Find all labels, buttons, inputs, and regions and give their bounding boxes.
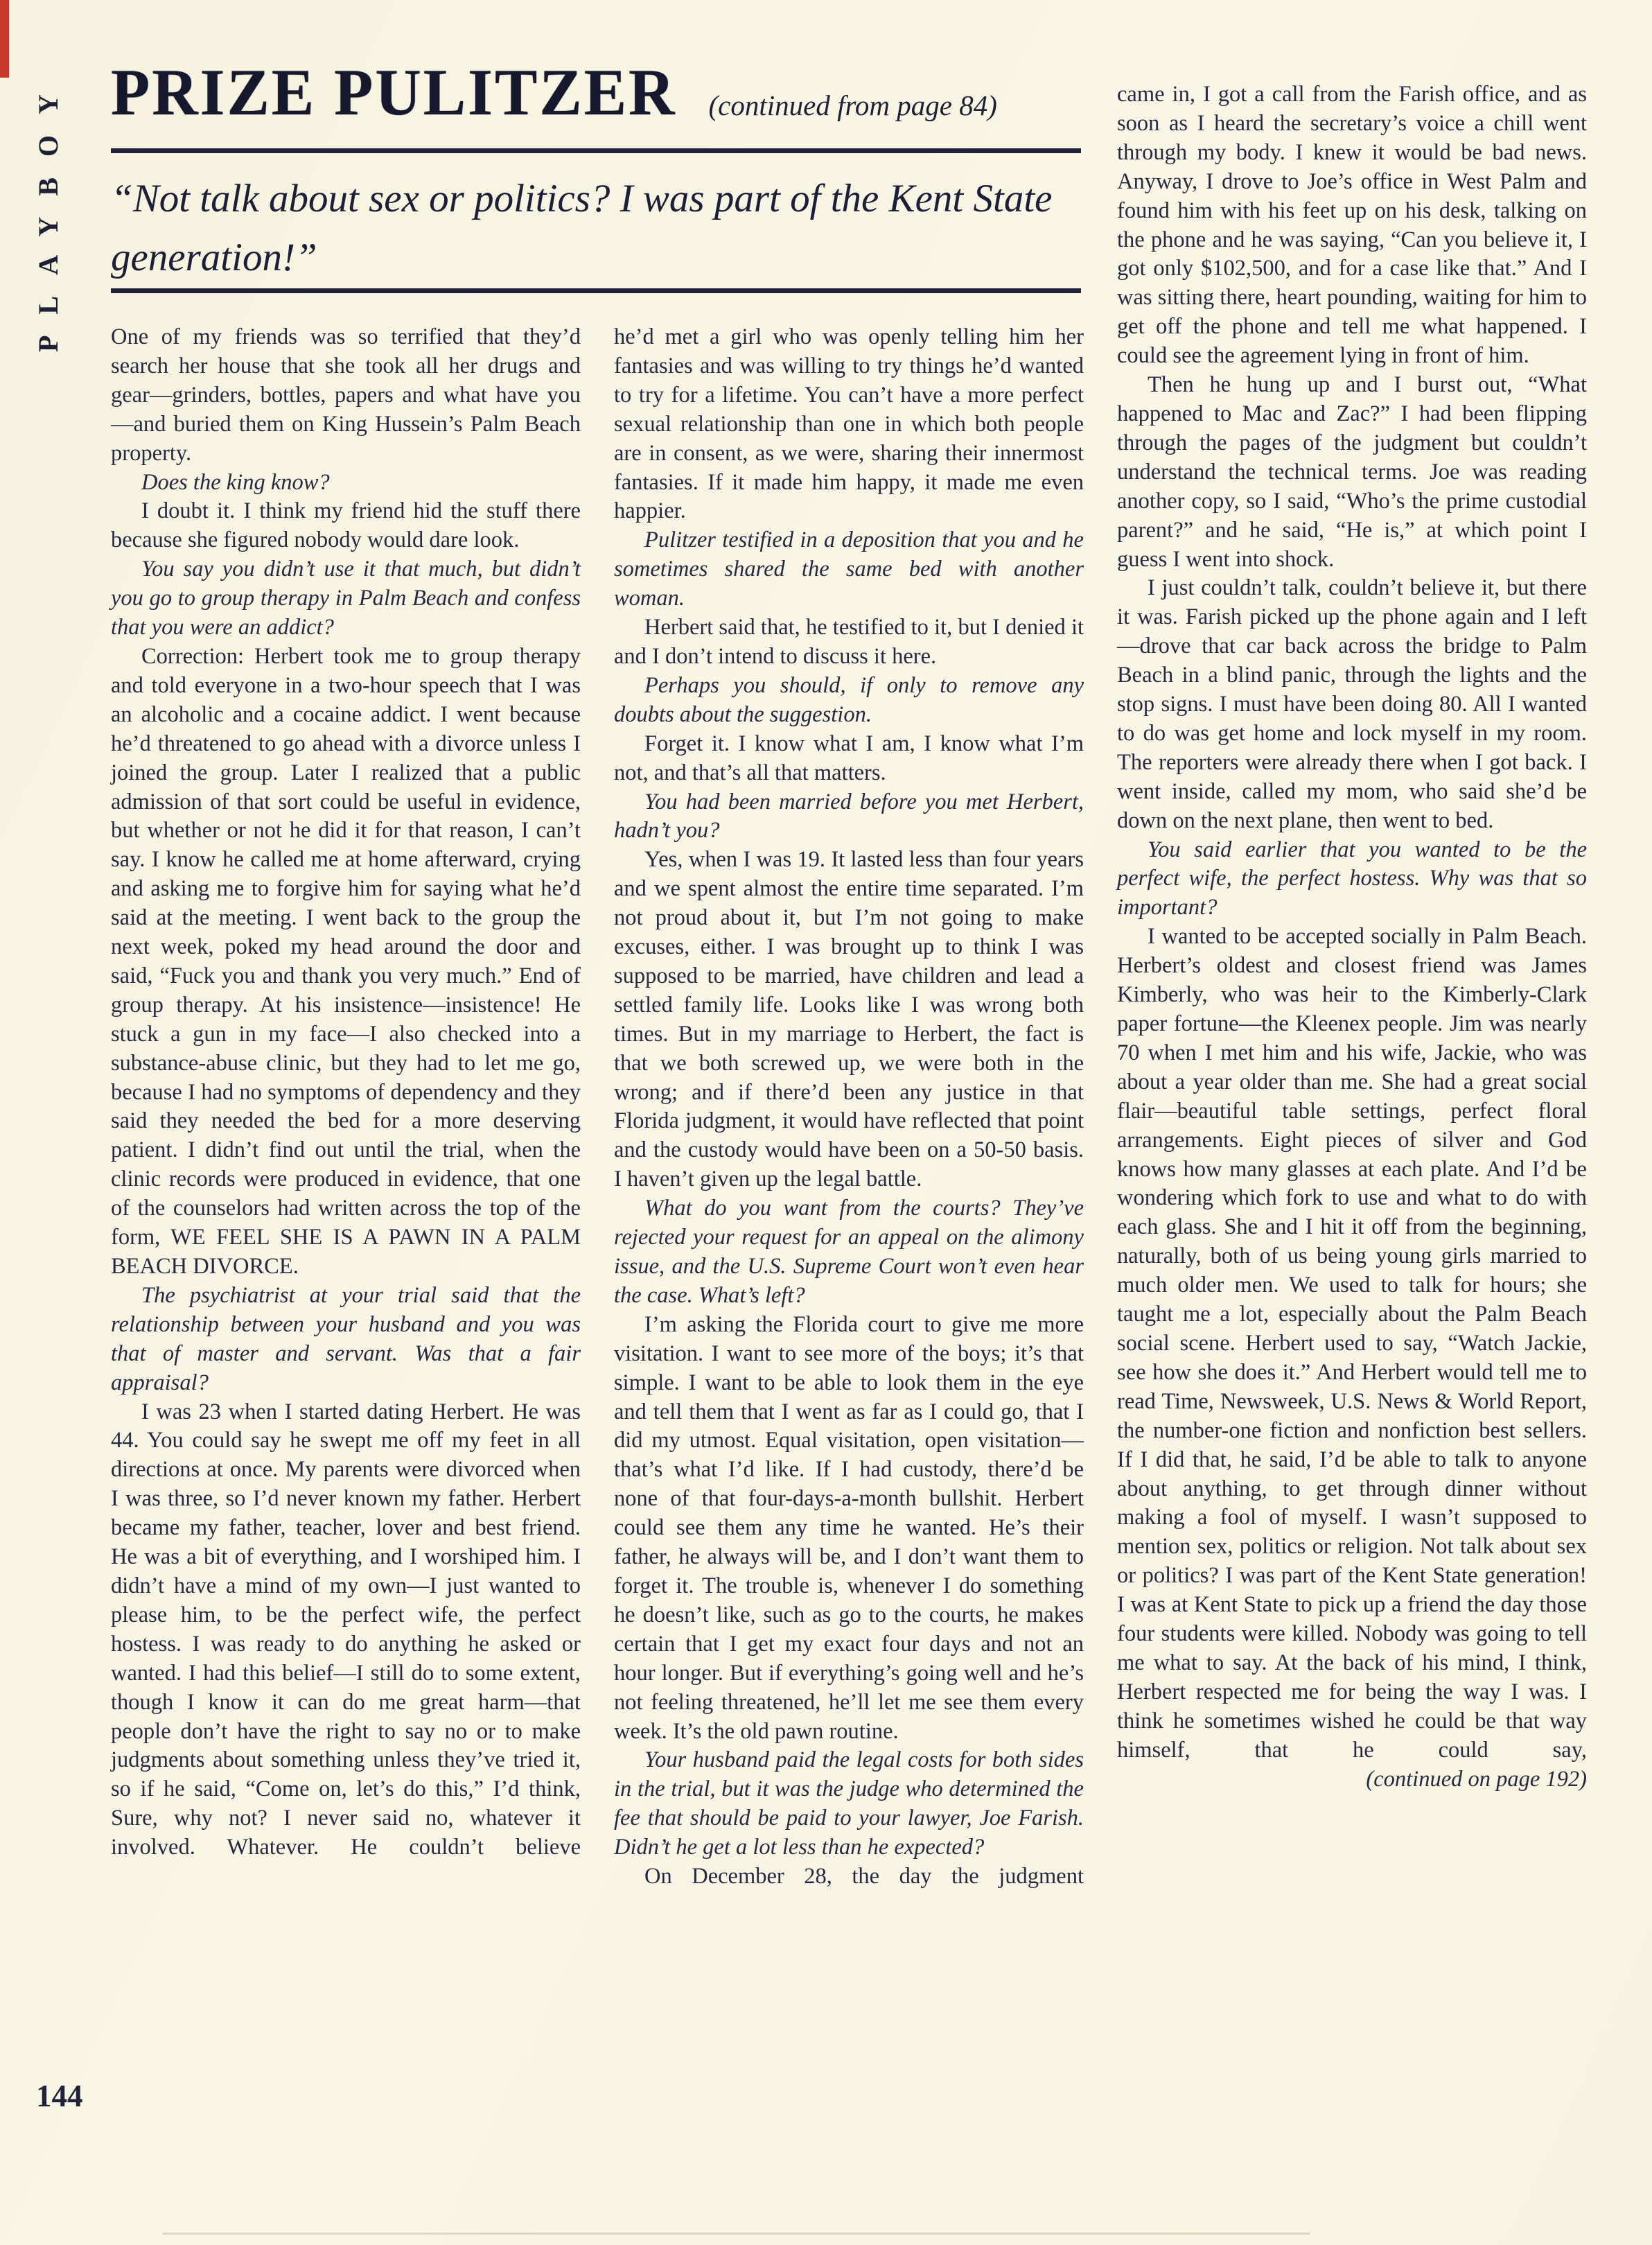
interview-question: You had been married before you met Herbert, hadn’t you? [614, 789, 1084, 844]
interview-question: Perhaps you should, if only to remove any doubts about the suggestion. [614, 672, 1084, 727]
paragraph: Forget it. I know what I am, I know what I’m not, and that’s all that matters. [614, 731, 1084, 785]
page-scan-line [163, 2233, 1310, 2235]
paragraph: One of my friends was so terrified that they’d search her house that she took all her drugs and gear—grinders, bottles, papers and what have you—and buried them on King Hussein’s Palm Beach property. [111, 324, 581, 466]
divider-rule-bottom [111, 288, 1081, 293]
paragraph: I was 23 when I started dating Herbert. He was 44. You could say he swept me off my feet in all directions at once. My parents were divorced when I was three, so I’d never known my father. Herbert became my father, teacher, lover and best friend. He was a bit of everything, and I worshiped him. I didn’t have a mind of my own—I just wanted to please him, to be the perfect wife, the perfect hostess. I was ready to do anything he asked or wanted. I had this belief—I still do to some extent, though I know it can do me great harm—that people don’t have the right to say no or to make judgments about something unless they’ve tried it, so if he said, “Come on, let’s do this,” I’d think, Sure, why not? I never said no, whatever it involved. Whatever. He couldn’t believe [111, 1399, 581, 1860]
paragraph: Yes, when I was 19. It lasted less than four years and we spent almost the entire time separated. I’m not proud about it, but I’m not going to make excuses, either. I was brought up to think I was supposed to be married, have children and lead a settled family life. Looks like I was wrong both times. But in my marriage to Herbert, the fact is that we both screwed up, we were both in the wrong; and if there’d been any justice in that Florida judgment, it would have reflected that point and the custody would have been on a 50-50 basis. I haven’t given up the legal battle. [614, 847, 1084, 1192]
paragraph: I just couldn’t talk, couldn’t believe it, but there it was. Farish picked up the phone again and I left—drove that car back across the bridge to Palm Beach in a blind panic, through the lights and the stop signs. I must have been doing 80. All I wanted to do was get home and lock myself in my room. The reporters were already there when I got back. I went inside, called my mom, who said she’d be down on the next plane, then went to bed. [1117, 575, 1587, 833]
interview-question: You said earlier that you wanted to be the perfect wife, the perfect hostess. Why was that so important? [1117, 837, 1587, 920]
interview-question: The psychiatrist at your trial said that the relationship between your husband and you was that of master and servant. Was that a fair appraisal? [111, 1282, 581, 1395]
paragraph: I’m asking the Florida court to give me more visitation. I want to see more of the boys; it’s that simple. I want to be able to look them in the eye and tell them that I went as far as I could go, that I did my utmost. Equal visitation, open visitation—that’s what I’d like. If I had custody, there’d be none of that four-days-a-month bullshit. Herbert could see them any time he wanted. He’s their father, he always will be, and I don’t want them to forget it. The trouble is, whenever I do something he doesn’t like, such as go to the courts, he makes certain that I get my exact four days and not an hour longer. But if everything’s going well and he’s not feeling threatened, he’ll let me see them every week. It’s the old pawn routine. [614, 1311, 1084, 1744]
text-column-1 [111, 323, 581, 1862]
paragraph: came in, I got a call from the Farish office, and as soon as I heard the secretary’s voice a chill went through my body. I knew it would be bad news. Anyway, I drove to Joe’s office in West Palm and found him with his feet up on his desk, talking on the phone and he was saying, “Can you believe it, I got only $102,500, and for a case like that.” And I was sitting there, heart pounding, waiting for him to get off the phone and tell me what happened. I could see the agreement lying in front of him. [1117, 82, 1587, 369]
interview-question: Does the king know? [141, 469, 330, 495]
interview-question: Pulitzer testified in a deposition that you and he sometimes shared the same bed with another woman. [614, 527, 1084, 611]
page-edge-mark [0, 0, 9, 78]
text-column-2 [614, 323, 1084, 1892]
interview-question: Your husband paid the legal costs for both sides in the trial, but it was the judge who determined the fee that should be paid to your lawyer, Joe Farish. Didn’t he get a lot less than he expected? [614, 1747, 1084, 1860]
paragraph: On December 28, the day the judgment [644, 1864, 1084, 1889]
magazine-spine-label: PLAYBOY [33, 73, 64, 352]
paragraph: Herbert said that, he testified to it, but I denied it and I don’t intend to discuss it here. [614, 615, 1084, 669]
pull-quote: “Not talk about sex or politics? I was part of the Kent State generation!” [111, 177, 1053, 279]
article-title: PRIZE PULITZER [111, 55, 677, 129]
text-column-3 [1117, 80, 1587, 1794]
interview-question: You say you didn’t use it that much, but didn’t you go to group therapy in Palm Beach and confess that you were an addict? [111, 557, 581, 640]
paragraph: I wanted to be accepted socially in Palm Beach. Herbert’s oldest and closest friend was James Kimberly, who was heir to the Kimberly-Clark paper fortune—the Kleenex people. Jim was nearly 70 when I met him and his wife, Jackie, who was about a year older than me. She had a great social flair—beautiful table settings, perfect floral arrangements. Eight pieces of silver and God knows how many glasses at each plate. And I’d be wondering which fork to use and what to do with each glass. She and I hit it off from the beginning, naturally, both of us being young girls married to much older men. We used to talk for hours; she taught me a lot, especially about the Palm Beach social scene. Herbert used to say, “Watch Jackie, see how she does it.” And Herbert would tell me to read Time, Newsweek, U.S. News & World Report, the number-one fiction and nonfiction best sellers. If I did that, he said, I’d be able to talk to anyone about anything, to get through dinner without making a fool of myself. I wasn’t supposed to mention sex, politics or religion. Not talk about sex or politics? I was part of the Kent State generation! I was at Kent State to pick up a friend the day those four students were killed. Nobody was going to tell me what to say. At the back of his mind, I think, Herbert respected me for being the way I was. I think he sometimes wished he could be that way himself, that he could say, [1117, 924, 1587, 1763]
paragraph: he’d met a girl who was openly telling him her fantasies and was willing to try things he’d wanted to try for a lifetime. You can’t have a more perfect sexual relationship than one in which both people are in consent, as we were, sharing their innermost fantasies. If it made him happy, it made me even happier. [614, 324, 1084, 524]
page-number: 144 [36, 2079, 83, 2113]
article-header [111, 57, 1081, 130]
interview-question: What do you want from the courts? They’ve rejected your request for an appeal on the alimony issue, and the U.S. Supreme Court won’t even hear the case. What’s left? [614, 1196, 1084, 1308]
paragraph: Then he hung up and I burst out, “What happened to Mac and Zac?” I had been flipping through the pages of the judgment but couldn’t understand the technical terms. Joe was reading another copy, so I said, “Who’s the prime custodial parent?” and he said, “He is,” at which point I guess I went into shock. [1117, 372, 1587, 572]
divider-rule-top [111, 148, 1081, 153]
paragraph: I doubt it. I think my friend hid the stuff there because she figured nobody would dare look. [111, 498, 581, 553]
paragraph: Correction: Herbert took me to group therapy and told everyone in a two-hour speech that I was an alcoholic and a cocaine addict. I went because he’d threatened to go ahead with a divorce unless I joined the group. Later I realized that a public admission of that sort could be useful in evidence, but whether or not he did it for that reason, I can’t say. I know he called me at home afterward, crying and asking me to forgive him for saying what he’d said at the meeting. I went back to the group the next week, poked my head around the door and said, “Fuck you and thank you very much.” End of group therapy. At his insistence—insistence! He stuck a gun in my face—I also checked into a substance-abuse clinic, but they had to let me go, because I had no symptoms of dependency and they said they needed the bed for a more deserving patient. I didn’t find out until the trial, when the clinic records were produced in evidence, that one of the counselors had written across the top of the form, WE FEEL SHE IS A PAWN IN A PALM BEACH DIVORCE. [111, 643, 581, 1279]
continued-from-note: (continued from page 84) [708, 89, 997, 121]
paragraph: (continued on page 192) [1366, 1766, 1587, 1792]
